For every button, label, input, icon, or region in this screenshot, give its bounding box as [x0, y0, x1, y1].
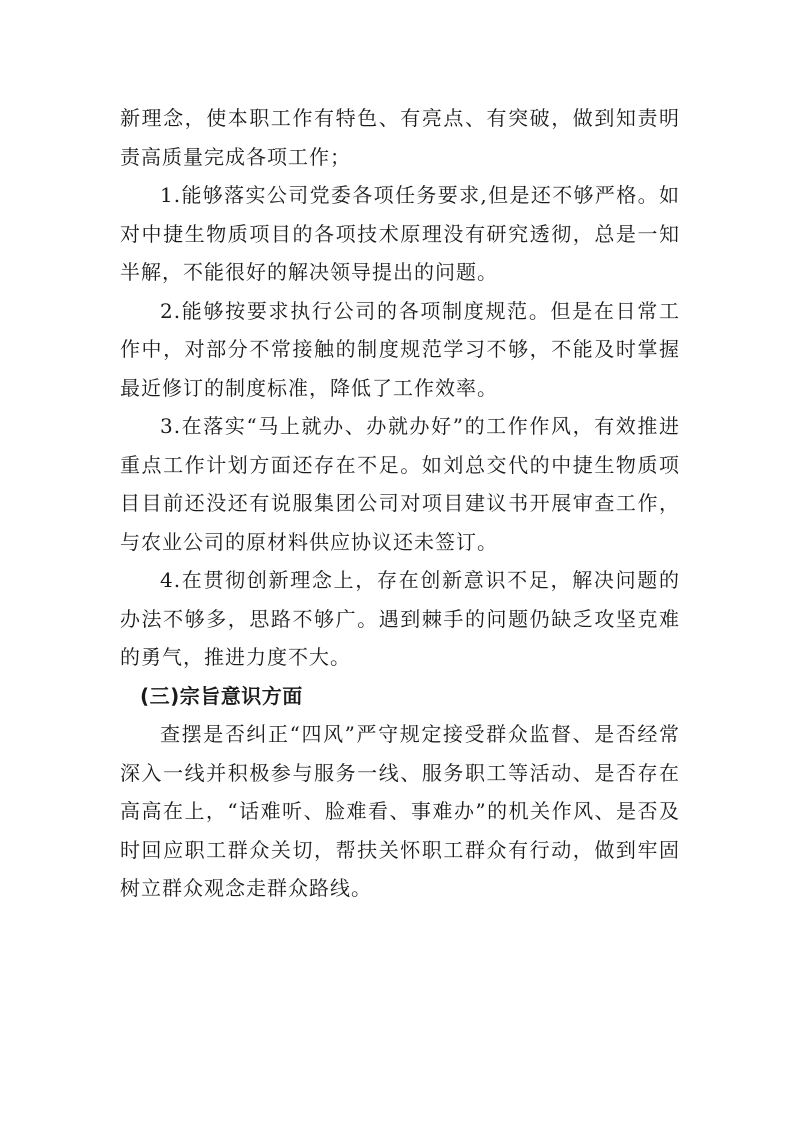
paragraph-item-3: 3.在落实“马上就办、办就办好”的工作作风，有效推进重点工作计划方面还存在不足。如刘总交代的中捷生物质项目目前还没还有说服集团公司对项目建议书开展审查工作，与农业公司的原材料供应协议还未签订。 [120, 414, 680, 554]
paragraph-continuation: 新理念，使本职工作有特色、有亮点、有突破，做到知责明责高质量完成各项工作； [120, 106, 680, 169]
section-heading: (三)宗旨意识方面 [140, 683, 303, 708]
paragraph-item-4: 4.在贯彻创新理念上，存在创新意识不足，解决问题的办法不够多，思路不够广。遇到棘手的问题仍缺乏攻坚克难的勇气，推进力度不大。 [120, 568, 680, 669]
document-body [120, 99, 680, 908]
paragraph-item-1: 1.能够落实公司党委各项任务要求,但是还不够严格。如对中捷生物质项目的各项技术原理没有研究透彻，总是一知半解，不能很好的解决领导提出的问题。 [120, 183, 680, 284]
paragraph-item-2: 2.能够按要求执行公司的各项制度规范。但是在日常工作中，对部分不常接触的制度规范学习不够，不能及时掌握最近修订的制度标准，降低了工作效率。 [120, 298, 680, 400]
paragraph-section-body: 查摆是否纠正“四风”严守规定接受群众监督、是否经常深入一线并积极参与服务一线、服务职工等活动、是否存在高高在上，“话难听、脸难看、事难办”的机关作风、是否及时回应职工群众关切，帮扶关怀职工群众有行动，做到牢固树立群众观念走群众路线。 [120, 722, 680, 900]
